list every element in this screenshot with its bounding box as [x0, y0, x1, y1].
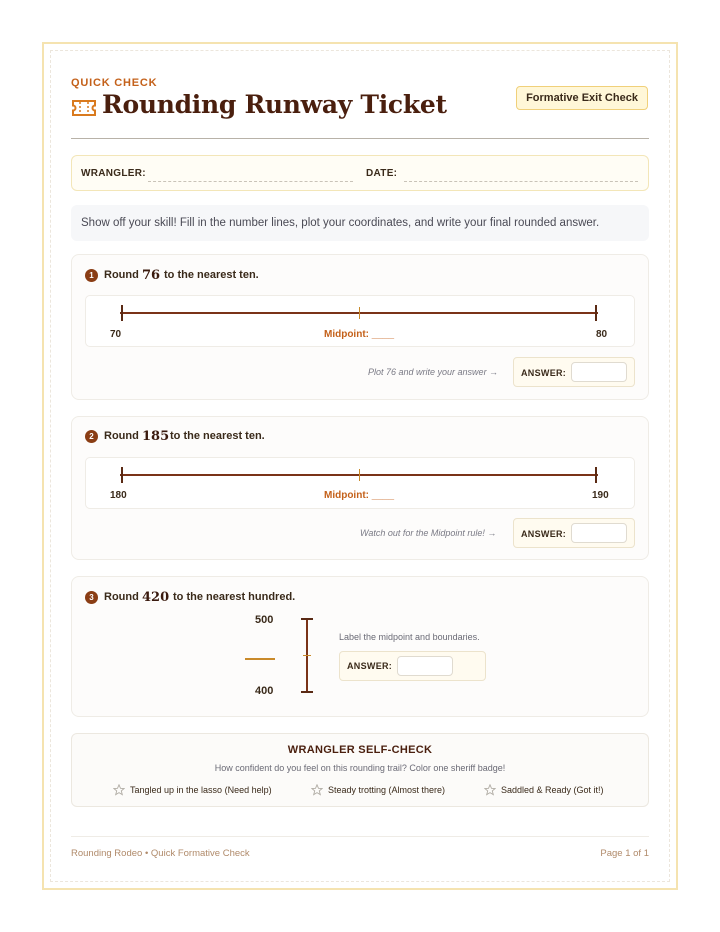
wrangler-input-line[interactable] [148, 181, 353, 182]
top-endpoint-label-3: 500 [255, 614, 274, 626]
question-number-1: 1 [85, 269, 98, 282]
footer-divider [71, 836, 649, 837]
answer-label-3: ANSWER: [347, 661, 393, 671]
number-line-box-2 [85, 457, 635, 509]
header-divider [71, 138, 649, 139]
midpoint-tick-1 [359, 307, 360, 319]
self-check-title: WRANGLER SELF-CHECK [287, 744, 433, 756]
answer-input-3[interactable] [397, 656, 453, 676]
exit-check-badge: Formative Exit Check [516, 86, 648, 110]
midpoint-tick-2 [359, 469, 360, 481]
self-check-subtitle: How confident do you feel on this rounding trail? Color one sheriff badge! [214, 763, 506, 773]
question-suffix-2: to the nearest ten. [170, 430, 265, 442]
hint-text-1: Plot 76 and write your answer → [368, 367, 499, 377]
right-endpoint-label-1: 80 [596, 329, 608, 340]
date-input-line[interactable] [404, 181, 638, 182]
question-target-2: 185 [142, 429, 170, 444]
self-check-option-label: Steady trotting (Almost there) [328, 785, 446, 795]
left-tick-2 [121, 467, 123, 483]
answer-label-2: ANSWER: [521, 529, 567, 539]
left-endpoint-label-1: 70 [110, 329, 122, 340]
self-check-option-label: Tangled up in the lasso (Need help) [130, 785, 272, 795]
date-label: DATE: [366, 168, 398, 179]
top-tick-3 [301, 618, 313, 620]
self-check-option-2[interactable] [311, 782, 445, 798]
midpoint-label-1: Midpoint: ____ [324, 329, 395, 340]
star-icon [311, 784, 323, 796]
midpoint-blank-line-3[interactable] [245, 658, 275, 660]
self-check-option-3[interactable] [484, 782, 604, 798]
bottom-endpoint-label-3: 400 [255, 685, 274, 697]
bottom-tick-3 [301, 691, 313, 693]
question-suffix-1: to the nearest ten. [164, 269, 259, 281]
left-endpoint-label-2: 180 [110, 490, 127, 501]
question-prefix-2: Round [104, 430, 139, 442]
instructions-text: Show off your skill! Fill in the number lines, plot your coordinates, and write your final rounded answer. [71, 205, 649, 241]
answer-input-1[interactable] [571, 362, 627, 382]
star-icon [484, 784, 496, 796]
question-number-2: 2 [85, 430, 98, 443]
self-check-option-label: Saddled & Ready (Got it!) [501, 785, 604, 795]
right-tick-1 [595, 305, 597, 321]
name-date-box [71, 155, 649, 191]
hint-text-3: Label the midpoint and boundaries. [339, 632, 480, 642]
left-tick-1 [121, 305, 123, 321]
question-number-3: 3 [85, 591, 98, 604]
question-prefix-3: Round [104, 591, 139, 603]
eyebrow-label: QUICK CHECK [71, 77, 158, 89]
footer-left-text: Rounding Rodeo • Quick Formative Check [71, 848, 250, 859]
midpoint-label-2: Midpoint: ____ [324, 490, 395, 501]
self-check-option-1[interactable] [113, 782, 272, 798]
wrangler-label: WRANGLER: [81, 168, 146, 179]
answer-label-1: ANSWER: [521, 368, 567, 378]
hint-text-2: Watch out for the Midpoint rule! → [360, 528, 497, 538]
midpoint-tick-3 [303, 655, 311, 656]
star-icon [113, 784, 125, 796]
ticket-icon [71, 98, 97, 118]
answer-input-2[interactable] [571, 523, 627, 543]
question-target-1: 76 [142, 268, 161, 283]
page-title: Rounding Runway Ticket [102, 90, 447, 119]
question-suffix-3: to the nearest hundred. [173, 591, 296, 603]
question-target-3: 420 [142, 590, 170, 605]
right-endpoint-label-2: 190 [592, 490, 609, 501]
right-tick-2 [595, 467, 597, 483]
question-prefix-1: Round [104, 269, 139, 281]
page-number: Page 1 of 1 [600, 848, 649, 859]
